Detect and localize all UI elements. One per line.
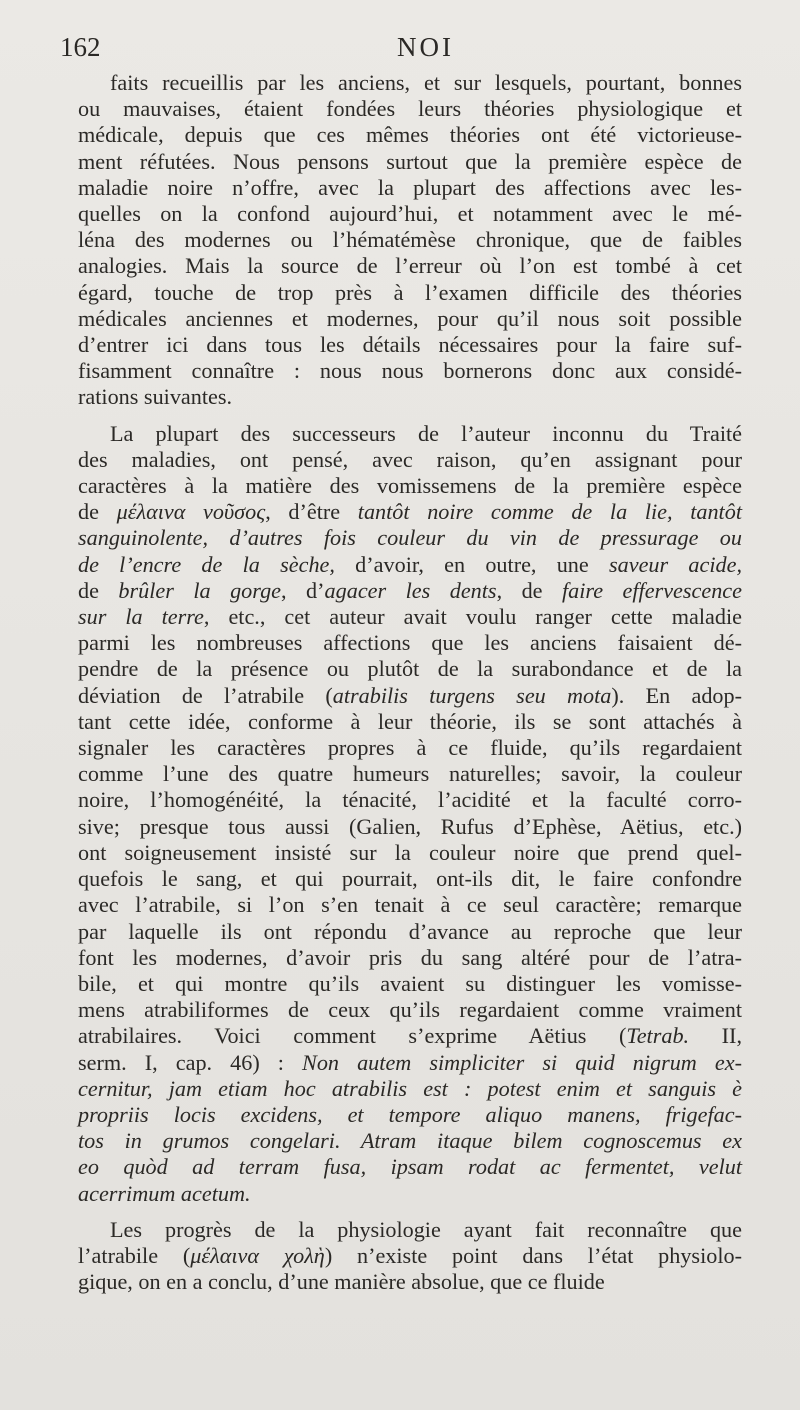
text-run: , d’ [281,577,325,603]
text-run: La plupart des successeurs de l’auteur inconnu du Traité [110,420,742,446]
text-line [78,1076,742,1102]
text-line [78,384,742,410]
text-line [78,945,742,971]
text-line [78,971,742,997]
text-line [78,735,742,761]
running-head: NOI [397,32,454,62]
italic-text-run: saveur acide, [609,551,742,577]
text-line [78,1050,742,1076]
text-line [78,149,742,175]
italic-text-run: atrabilis turgens seu mota [332,682,612,708]
text-run: médicale, depuis que ces mêmes théories ont été victorieuse- [78,122,742,148]
text-line [78,96,742,122]
text-run: analogies. Mais la source de l’erreur où l’on est tombé à cet [78,253,742,279]
italic-text-run: cernitur, jam etiam hoc atrabilis est : potest enim et sanguis è [78,1075,742,1101]
text-line [78,787,742,813]
text-run: égard, touche de trop près à l’examen difficile des théories [78,279,742,305]
text-line [78,332,742,358]
paragraph [78,421,742,1207]
text-run: d’entrer ici dans tous les détails nécessaires pour la faire suf- [78,332,742,358]
text-run: II, [689,1023,742,1049]
text-line [78,761,742,787]
italic-text-run: acerrimum acetum. [78,1180,251,1206]
text-run: sive; presque tous aussi (Galien, Rufus d’Ephèse, Aëtius, etc.) [78,813,742,839]
text-line [78,578,742,604]
italic-text-run: de l’encre de la sèche, [78,551,335,577]
text-run: médicales anciennes et modernes, pour qu’il nous soit possible [78,305,742,331]
text-run: quefois le sang, et qui pourrait, ont-ils dit, le faire confondre [78,866,742,892]
text-line [78,892,742,918]
text-run: fisamment connaître : nous nous bornerons donc aux considé- [78,358,742,384]
text-line [78,473,742,499]
text-run: Les progrès de la physiologie ayant fait reconnaître que [110,1216,742,1242]
italic-text-run: μέλαινα νοῦσος [116,499,266,525]
text-line [78,525,742,551]
text-line [78,1023,742,1049]
text-line [78,70,742,96]
italic-text-run: sanguinolente, d’autres fois couleur du vin de pressurage ou [78,525,742,551]
text-line [78,499,742,525]
text-line [78,814,742,840]
text-run: de [78,577,119,603]
italic-text-run: Non autem simpliciter si quid nigrum ex- [302,1049,742,1075]
text-run: d’avoir, en outre, une [334,551,609,577]
text-line [78,1154,742,1180]
text-line [78,919,742,945]
italic-text-run: agacer les dents [324,577,497,603]
text-run: ou mauvaises, étaient fondées leurs théories physiologique et [78,96,742,122]
text-line [78,552,742,578]
text-line [78,1243,742,1269]
text-run: signaler les caractères propres à ce fluide, qu’ils regardaient [78,735,742,761]
text-run: , etc., cet auteur avait voulu ranger cette maladie [203,604,742,630]
text-line [78,175,742,201]
italic-text-run: eo quòd ad terram fusa, ipsam rodat ac fermentet, velut [78,1154,742,1180]
text-line [78,421,742,447]
page-number: 162 [60,32,101,62]
text-run: atrabilaires. Voici comment s’exprime Aëtius ( [78,1023,627,1049]
italic-text-run: μέλαινα χολὴ [190,1242,325,1268]
text-line [78,1181,742,1207]
text-run: pendre de la présence ou plutôt de la surabondance et de la [78,656,742,682]
text-line [78,358,742,384]
text-run: ont soigneusement insisté sur la couleur noire que prend quel- [78,839,742,865]
text-line [78,709,742,735]
text-run: noire, l’homogénéité, la ténacité, l’acidité et la faculté corro- [78,787,742,813]
text-run: léna des modernes ou l’hématémèse chronique, que de faibles [78,227,742,253]
text-run: avec l’atrabile, si l’on s’en tenait à ce seul caractère; remarque [78,892,742,918]
text-run: , de [496,577,562,603]
italic-text-run: faire effervescence [561,577,743,603]
text-run: ) n’existe point dans l’état physiolo- [324,1242,742,1268]
text-run: mens atrabiliformes de ceux qu’ils regardaient comme vraiment [78,997,742,1023]
text-run: tant cette idée, conforme à leur théorie, ils se sont attachés à [78,708,742,734]
text-run: par laquelle ils ont répondu d’avance au reproche que leur [78,918,742,944]
text-line [78,253,742,279]
text-run: , d’être [265,499,358,525]
text-run: maladie noire n’offre, avec la plupart des affections avec les- [78,174,742,200]
text-line [78,997,742,1023]
text-run: caractères à la matière des vomissemens de la première espèce [78,473,742,499]
paragraph [78,1217,742,1296]
text-run: ment réfutées. Nous pensons surtout que la première espèce de [78,148,742,174]
page-body-text [78,70,742,1305]
text-line [78,227,742,253]
text-line [78,630,742,656]
text-run: déviation de l’atrabile ( [78,682,333,708]
italic-text-run: propriis locis excidens, et tempore aliquo manens, frigefac- [78,1101,742,1127]
text-line [78,447,742,473]
italic-text-run: tantôt noire comme de la lie, tantôt [357,499,742,525]
italic-text-run: Tetrab. [626,1023,690,1049]
text-run: font les modernes, d’avoir pris du sang altéré pour de l’atra- [78,944,742,970]
text-line [78,604,742,630]
text-run: gique, on en a conclu, d’une manière absolue, que ce fluide [78,1269,605,1295]
text-run: comme l’une des quatre humeurs naturelles; savoir, la couleur [78,761,742,787]
text-run: parmi les nombreuses affections que les anciens faisaient dé- [78,630,742,656]
text-run: serm. I, cap. 46) : [78,1049,303,1075]
text-line [78,1269,742,1295]
text-run: quelles on la confond aujourd’hui, et notamment avec le mé- [78,201,742,227]
text-line [78,840,742,866]
text-run: bile, et qui montre qu’ils avaient su distinguer les vomisse- [78,970,742,996]
text-line [78,656,742,682]
text-run: rations suivantes. [78,384,233,410]
text-line [78,280,742,306]
text-run: ). En adop- [611,682,742,708]
text-line [78,122,742,148]
italic-text-run: sur la terre [78,604,204,630]
paragraph [78,70,742,411]
text-line [78,1217,742,1243]
text-run: l’atrabile ( [78,1242,191,1268]
text-line [78,683,742,709]
text-line [78,1102,742,1128]
text-line [78,1128,742,1154]
text-run: de [78,499,117,525]
italic-text-run: tos in grumos congelari. Atram itaque bilem cognoscemus ex [78,1128,742,1154]
page-header [60,32,760,66]
text-run: faits recueillis par les anciens, et sur lesquels, pourtant, bonnes [110,70,742,95]
text-line [78,201,742,227]
text-line [78,866,742,892]
italic-text-run: brûler la gorge [118,577,282,603]
text-line [78,306,742,332]
text-run: des maladies, ont pensé, avec raison, qu’en assignant pour [78,446,742,472]
